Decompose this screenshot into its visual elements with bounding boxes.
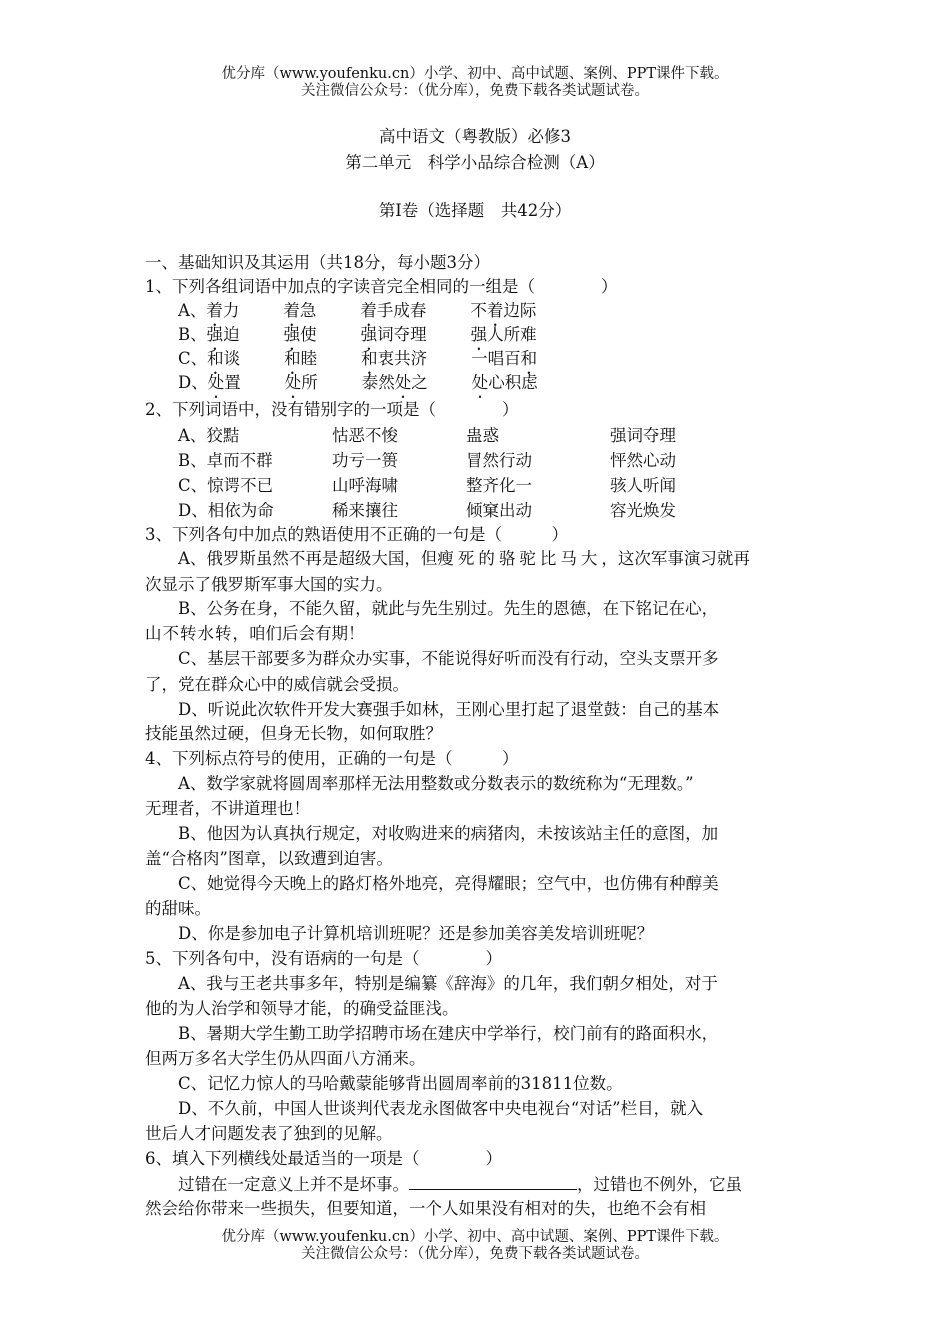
q3-option-d-line2: 技能虽然过硬，但身无长物，如何取胜？ [145, 724, 442, 743]
q6-passage-line1: 过错在一定意义上并不是坏事。 ，过错也不例外，它虽 [178, 1175, 742, 1194]
q5-option-b-line1: B、暑期大学生勤工助学招聘市场在建庆中学举行，校门前有的路面积水， [178, 1024, 719, 1043]
q4-option-d-line1: D、你是参加电子计算机培训班呢？还是参加美容美发培训班呢？ [178, 924, 654, 943]
site-footer-line1: 优分库（www.youfenku.cn）小学、初中、高中试题、案例、PPT课件下载。 [221, 1229, 729, 1245]
doc-subtitle: 第二单元 科学小品综合检测（A） [345, 153, 605, 172]
q3-option-a-line1: A、俄罗斯虽然不再是超级大国，但瘦死的骆驼比马大，这次军事演习就再 [178, 549, 750, 568]
q4-stem: 4、下列标点符号的使用，正确的一句是（ ） [145, 749, 519, 768]
q3-option-b-line2: 山不转水转，咱们后会有期！ [145, 624, 365, 643]
site-footer-line2: 关注微信公众号：（优分库），免费下载各类试题试卷。 [301, 1246, 649, 1262]
q3-option-a-line2: 次显示了俄罗斯军事大国的实力。 [145, 575, 393, 594]
q4-option-b-line2: 盖“合格肉”图章，以致遭到迫害。 [145, 849, 393, 868]
q3-option-c-line1: C、基层干部要多为群众办实事，不能说得好听而没有行动，空头支票开多 [178, 649, 719, 668]
q3-option-b-line1: B、公务在身，不能久留，就此与先生别过。先生的恩德，在下铭记在心， [178, 599, 719, 618]
q4-option-c-line1: C、她觉得今天晚上的路灯格外地亮，亮得耀眼；空气中，也仿佛有种醇美 [178, 874, 719, 893]
q1-option-c: C、和谈 和睦 和衷共济 一唱百和 [178, 349, 538, 368]
q1-stem: 1、下列各组词语中加点的字读音完全相同的一组是（ ） [145, 277, 618, 296]
q1-option-d: D、处置 处所 泰然处之 处心积虑 [178, 373, 538, 392]
q5-stem: 5、下列各句中，没有语病的一句是（ ） [145, 949, 502, 968]
q5-option-c-line1: C、记忆力惊人的马哈戴蒙能够背出圆周率前的31811位数。 [178, 1074, 623, 1093]
q6-passage-line2: 然会给你带来一些损失，但要知道，一个人如果没有相对的失，也绝不会有相 [145, 1199, 706, 1218]
q1-option-a: A、着力 着急 着手成春 不着边际 [178, 301, 537, 320]
doc-title: 高中语文（粤教版）必修3 [379, 127, 571, 146]
q3-stem: 3、下列各句中加点的熟语使用不正确的一句是（ ） [145, 525, 568, 544]
q5-option-d-line2: 世后人才问题发表了独到的见解。 [145, 1124, 393, 1143]
answer-blank[interactable] [409, 1174, 577, 1190]
q6-stem: 6、填入下列横线处最适当的一项是（ ） [145, 1149, 502, 1168]
q3-option-d-line1: D、听说此次软件开发大赛强手如林，王刚心里打起了退堂鼓：自己的基本 [178, 700, 720, 719]
part-title: 第Ⅰ卷（选择题 共42分） [378, 201, 572, 220]
q5-option-b-line2: 但两万多名大学生仍从四面八方涌来。 [145, 1049, 426, 1068]
section-heading: 一、基础知识及其运用（共18分，每小题3分） [145, 253, 490, 272]
q2-stem: 2、下列词语中，没有错别字的一项是（ ） [145, 400, 519, 419]
q1-option-b: B、强迫 强使 强词夺理 强人所难 [178, 325, 537, 344]
q5-option-a-line2: 他的为人治学和领导才能，的确受益匪浅。 [145, 999, 459, 1018]
q5-option-d-line1: D、不久前，中国人世谈判代表龙永图做客中央电视台“对话”栏目，就入 [178, 1099, 704, 1118]
q4-option-b-line1: B、他因为认真执行规定，对收购进来的病猪肉，未按该站主任的意图，加 [178, 824, 719, 843]
q5-option-a-line1: A、我与王老共事多年，特别是编纂《辞海》的几年，我们朝夕相处，对于 [178, 974, 718, 993]
q4-option-a-line2: 无理者，不讲道理也！ [145, 799, 310, 818]
q4-option-a-line1: A、数学家就将圆周率那样无法用整数或分数表示的数统称为“无理数。” [178, 774, 694, 793]
site-header-line1: 优分库（www.youfenku.cn）小学、初中、高中试题、案例、PPT课件下载。 [221, 66, 729, 82]
q4-option-c-line2: 的甜味。 [145, 899, 211, 918]
site-header-line2: 关注微信公众号：（优分库），免费下载各类试题试卷。 [301, 83, 649, 99]
q3-option-c-line2: 了，党在群众心中的威信就会受损。 [145, 675, 409, 694]
